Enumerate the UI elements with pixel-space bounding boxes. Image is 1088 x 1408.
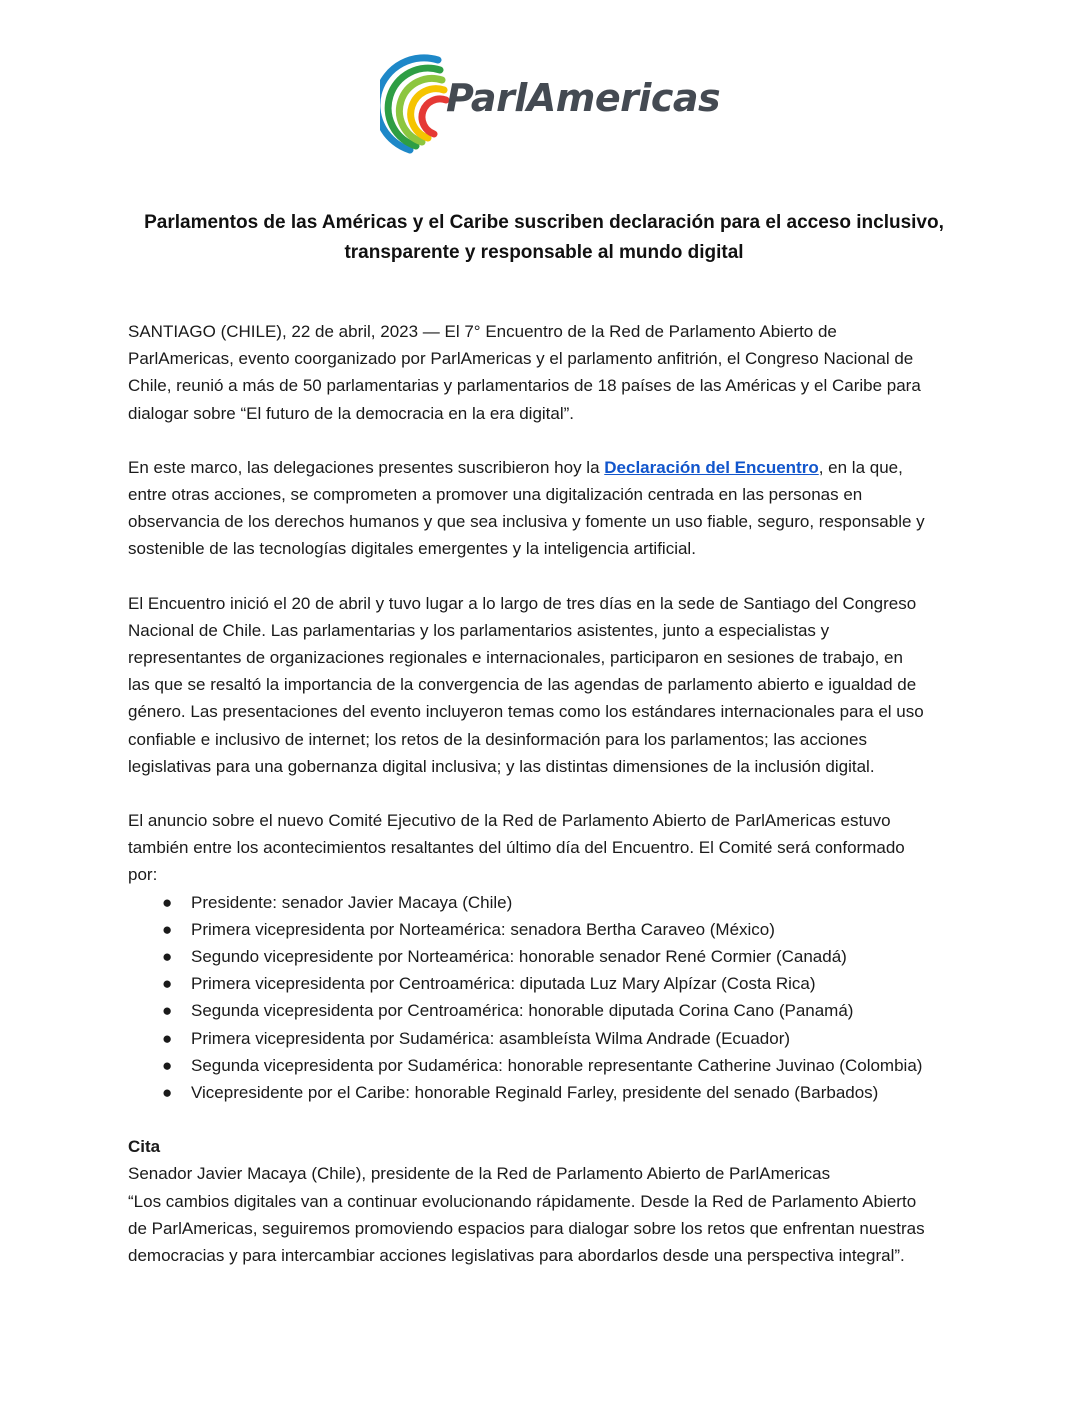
list-item <box>128 970 968 997</box>
text-line: El Encuentro inició el 20 de abril y tuvo lugar a lo largo de tres días en la sede de Santiago del Congreso <box>128 593 917 613</box>
text-line <box>128 454 968 481</box>
title-line: transparente y responsable al mundo digital <box>344 242 744 263</box>
text-line: SANTIAGO (CHILE), 22 de abril, 2023 — El 7° Encuentro de la Red de Parlamento Abierto de <box>128 322 837 341</box>
text-line: también entre los acontecimientos resaltantes del último día del Encuentro. El Comité será conformado <box>128 838 905 858</box>
text-line: representantes de organizaciones regionales e internacionales, participaron en sesiones de trabajo, en <box>128 648 903 668</box>
logo-wordmark: ParlAmericas <box>446 76 721 120</box>
text-line: legislativas para una gobernanza digital inclusiva; y las distintas dimensiones de la inclusión digital. <box>128 756 875 776</box>
text-line: las que se resaltó la importancia de la convergencia de las agendas de parlamento abierto e igualdad de <box>128 675 917 695</box>
list-item-text: Segundo vicepresidente por Norteamérica: honorable senador René Cormier (Canadá) <box>191 947 847 967</box>
text-line: sostenible de las tecnologías digitales emergentes y la inteligencia artificial. <box>128 539 696 559</box>
list-item <box>128 1052 968 1079</box>
list-item <box>128 1079 968 1106</box>
bullet-icon: ● <box>162 1028 173 1048</box>
text-line: de ParlAmericas, seguiremos promoviendo espacios para dialogar sobre los retos que enfrentan nuestras <box>128 1218 925 1238</box>
text-fragment: , en la que, <box>818 457 903 477</box>
parlamericas-logo <box>380 54 720 154</box>
text-line: Chile, reunió a más de 50 parlamentarias y parlamentarios de 18 países de las Américas y el Caribe para <box>128 376 921 396</box>
bullet-icon: ● <box>162 892 173 912</box>
text-line: género. Las presentaciones del evento incluyeron temas como los estándares internacionales para el uso <box>128 702 924 722</box>
text-line: “Los cambios digitales van a continuar evolucionando rápidamente. Desde la Red de Parlamento Abierto <box>128 1191 917 1211</box>
list-item-text: Presidente: senador Javier Macaya (Chile) <box>191 892 513 912</box>
list-item <box>128 997 968 1024</box>
list-item-text: Primera vicepresidenta por Centroamérica: diputada Luz Mary Alpízar (Costa Rica) <box>191 974 816 994</box>
paragraph-intro <box>128 318 968 427</box>
bullet-icon: ● <box>162 947 173 967</box>
text-line: por: <box>128 865 158 885</box>
list-item-text: Primera vicepresidenta por Sudamérica: asambleísta Wilma Andrade (Ecuador) <box>191 1028 791 1048</box>
committee-list <box>128 889 968 1107</box>
cita-section <box>128 1133 968 1269</box>
text-line: observancia de los derechos humanos y que sea inclusiva y fomente un uso fiable, seguro, responsable y <box>128 512 925 532</box>
list-item <box>128 889 968 916</box>
cita-attribution: Senador Javier Macaya (Chile), presidente de la Red de Parlamento Abierto de ParlAmericas <box>128 1164 831 1184</box>
list-item-text: Primera vicepresidenta por Norteamérica: senadora Bertha Caraveo (México) <box>191 919 775 939</box>
declaracion-link[interactable]: Declaración del Encuentro <box>604 457 819 477</box>
bullet-icon: ● <box>162 1001 173 1021</box>
paragraph-declaration <box>128 454 968 563</box>
list-item <box>128 943 968 970</box>
paragraph-comite <box>128 807 968 889</box>
title-line: Parlamentos de las Américas y el Caribe suscriben declaración para el acceso inclusivo, <box>144 212 944 233</box>
text-line: El anuncio sobre el nuevo Comité Ejecutivo de la Red de Parlamento Abierto de ParlAmericas estuvo <box>128 811 891 831</box>
bullet-icon: ● <box>162 1083 173 1103</box>
bullet-icon: ● <box>162 974 173 994</box>
list-item <box>128 916 968 943</box>
text-line: dialogar sobre “El futuro de la democracia en la era digital”. <box>128 403 575 423</box>
text-line: confiable e inclusivo de internet; los retos de la desinformación para los parlamentos; las acciones <box>128 729 867 749</box>
list-item-text: Vicepresidente por el Caribe: honorable Reginald Farley, presidente del senado (Barbados) <box>191 1083 879 1103</box>
text-line: entre otras acciones, se comprometen a promover una digitalización centrada en las personas en <box>128 485 863 505</box>
bullet-icon: ● <box>162 919 173 939</box>
text-line: democracias y para intercambiar acciones legislativas para abordarlos desde una perspectiva integral”. <box>128 1246 905 1266</box>
text-line: Nacional de Chile. Las parlamentarias y los parlamentarios asistentes, junto a especialistas y <box>128 620 830 640</box>
bullet-icon: ● <box>162 1055 173 1075</box>
press-release-title <box>100 208 988 268</box>
list-item-text: Segunda vicepresidenta por Sudamérica: honorable representante Catherine Juvinao (Colombia) <box>191 1055 923 1075</box>
list-item-text: Segunda vicepresidenta por Centroamérica: honorable diputada Corina Cano (Panamá) <box>191 1001 854 1021</box>
list-item <box>128 1025 968 1052</box>
article-body <box>128 318 968 1296</box>
paragraph-encuentro <box>128 590 968 780</box>
text-fragment: En este marco, las delegaciones presentes suscribieron hoy la <box>128 457 605 477</box>
cita-heading: Cita <box>128 1137 161 1157</box>
text-line: ParlAmericas, evento coorganizado por ParlAmericas y el parlamento anfitrión, el Congreso Nacional de <box>128 349 914 369</box>
